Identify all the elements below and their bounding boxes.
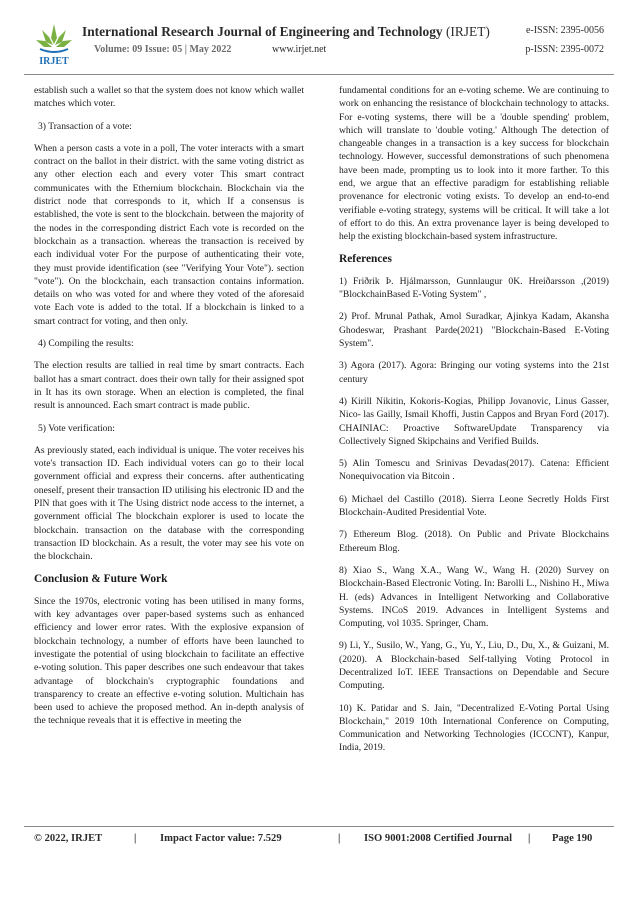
right-column	[339, 84, 609, 764]
p-issn: p-ISSN: 2395-0072	[525, 44, 604, 55]
paragraph: Since the 1970s, electronic voting has been utilised in many forms, with key advantages over paper-based systems such as enhanced efficiency and lower error rates. With the explosive expansion of blockchain technology, a number of efforts have been launched to investigate the potential of using blockchain to facilitate an effective e-voting solution. This paper describes one such endeavour that takes advantage of blockchain's cryptographic foundations and transparency to create an effective e-voting solution. Multichain has been used to achieve the proposed method. An in-depth analysis of the technique reveals that it is effective in meeting the	[34, 595, 304, 727]
footer-page-number: Page 190	[552, 833, 593, 844]
subsection-title: 4) Compiling the results:	[38, 338, 134, 350]
reference-item: 6) Michael del Castillo (2018). Sierra Leone Secretly Holds First Blockchain-Audited Presidential Vote.	[339, 493, 609, 519]
reference-item: 3) Agora (2017). Agora: Bringing our voting systems into the 21st century	[339, 360, 609, 385]
left-column	[34, 84, 304, 737]
irjet-logo	[34, 22, 74, 68]
reference-list	[339, 275, 609, 755]
footer-iso: ISO 9001:2008 Certified Journal	[364, 833, 513, 844]
header-divider	[24, 74, 614, 75]
section-heading-references: References	[339, 252, 392, 265]
footer-separator: |	[338, 833, 341, 844]
reference-item: 4) Kirill Nikitin, Kokoris-Kogias, Philipp Jovanovic, Linus Gasser, Nico- las Gailly, Ismail Khoffi, Justin Cappos and Bryan Ford (2017). CHAINIAC: Proactive SoftwareUpdate Transparency via Collectively Signed Skipchains and Verified Builds.	[339, 395, 609, 447]
page-footer	[34, 833, 604, 849]
reference-item: 10) K. Patidar and S. Jain, "Decentralized E-Voting Portal Using Blockchain," 2019 10th International Conference on Computing, Communication and Networking Technologies (ICCCNT), Kanpur, India, 2019.	[339, 702, 609, 754]
reference-item: 8) Xiao S., Wang X.A., Wang W., Wang H. (2020) Survey on Blockchain-Based Electronic Voting. In: Barolli L., Nishino H., Miwa H. (eds) Advances in Intelligent Networking and Collaborative Systems. INCoS 2019. Advances in Intelligent Systems and Computing, vol 1035. Springer, Cham.	[339, 564, 609, 630]
footer-copyright: © 2022, IRJET	[34, 833, 103, 844]
journal-name: International Research Journal of Engineering and Technology	[82, 24, 443, 39]
reference-item: 5) Alin Tomescu and Srinivas Devadas(2017). Catena: Efficient Nonequivocation via Bitcoin .	[339, 458, 609, 483]
subsection-title: 5) Vote verification:	[38, 422, 115, 434]
journal-website[interactable]: www.irjet.net	[272, 44, 327, 55]
footer-impact-factor: Impact Factor value: 7.529	[160, 833, 282, 844]
paragraph: fundamental conditions for an e-voting scheme. We are continuing to work on enhancing the resistance of blockchain technology to attacks. For e-voting systems, there will be a 'double spending' problem, which will translate to 'double voting.' Although The detection of changeable changes in a transaction is a key success for blockchain technology. However, successful demonstrations of such phenomena have been made, prompting us to look into it more farther. To this end, we argue that an effective paradigm for establishing reliable provenance for electronic voting exists. To develop an end-to-end verifiable e-voting strategy, systems will be critical. It will take a lot of effort to do this. An extra provenance layer is being developed to help the existing blockchain-based system infrastructure.	[339, 85, 609, 243]
section-heading-conclusion: Conclusion & Future Work	[34, 572, 168, 585]
journal-abbr: (IRJET)	[445, 24, 490, 39]
reference-item: 2) Prof. Mrunal Pathak, Amol Suradkar, Ajinkya Kadam, Akansha Ghodeswar, Prashant Parde(2021) "Blockchain-Based E-Voting System".	[339, 311, 609, 350]
paragraph: The election results are tallied in real time by smart contracts. Each ballot has a smart contract. does their own tally for their assigned spot in It has its own storage. When an election is completed, the final result is announced. Each smart contract is made public.	[34, 360, 304, 412]
paragraph: When a person casts a vote in a poll, The voter interacts with a smart contract on the ballot in their district. with the same voting district as any other election each and every voter This smart contract communicates with the Ethernium blockchain. Blockchain via the district node that corresponds to it, which If a consensus is established, the vote is sent to the blockchain. between the majority of the nodes in the corresponding district Each vote is recorded on the blockchain as a transaction. whereas the transaction is received by each individual voter For the purpose of authenticating their vote, they must provide identification (see "Verifying Your Vote"). section "vote"). On the blockchain, each transaction contains information. details on who was voted for and where they voted of the aforesaid vote Each vote is added to the total. If a blockchain is linked to a smart contract for voting, and then only.	[34, 142, 304, 327]
footer-separator: |	[528, 833, 531, 844]
journal-title	[82, 24, 492, 40]
footer-divider	[24, 826, 614, 827]
paragraph: establish such a wallet so that the system does not know which wallet matches which voter.	[34, 85, 304, 110]
e-issn: e-ISSN: 2395-0056	[525, 25, 604, 36]
paragraph: As previously stated, each individual is unique. The voter receives his vote's transaction ID. Each individual voters can go to their local government official and express their concerns. after authenticating oneself, present their transaction ID utilising his electronic ID and the PIN that goes with it The Using district node access to the internet, a government official The blockchain explorer is used to locate the blockchain. transaction on the database with the corresponding transaction ID blockchain. As a result, the voter may see his vote on the blockchain.	[34, 444, 304, 563]
journal-header	[34, 22, 604, 72]
reference-item: 9) Li, Y., Susilo, W., Yang, G., Yu, Y., Liu, D., Du, X., & Guizani, M. (2020). A Blockchain-based Self-tallying Voting Protocol in Decentralized IoT. IEEE Transactions on Dependable and Secure Computing.	[339, 640, 609, 692]
reference-item: 1) Friðrik Þ. Hjálmarsson, Gunnlaugur 0K. Hreiðarsson ,(2019) "BlockchainBased E-Voting System" ,	[339, 275, 609, 301]
reference-item: 7) Ethereum Blog. (2018). On Public and Private Blockchains Ethereum Blog.	[339, 529, 609, 554]
footer-separator: |	[134, 833, 137, 844]
volume-issue: Volume: 09 Issue: 05 | May 2022	[94, 44, 232, 55]
logo-text: IRJET	[39, 56, 69, 67]
subsection-title: 3) Transaction of a vote:	[38, 120, 132, 132]
